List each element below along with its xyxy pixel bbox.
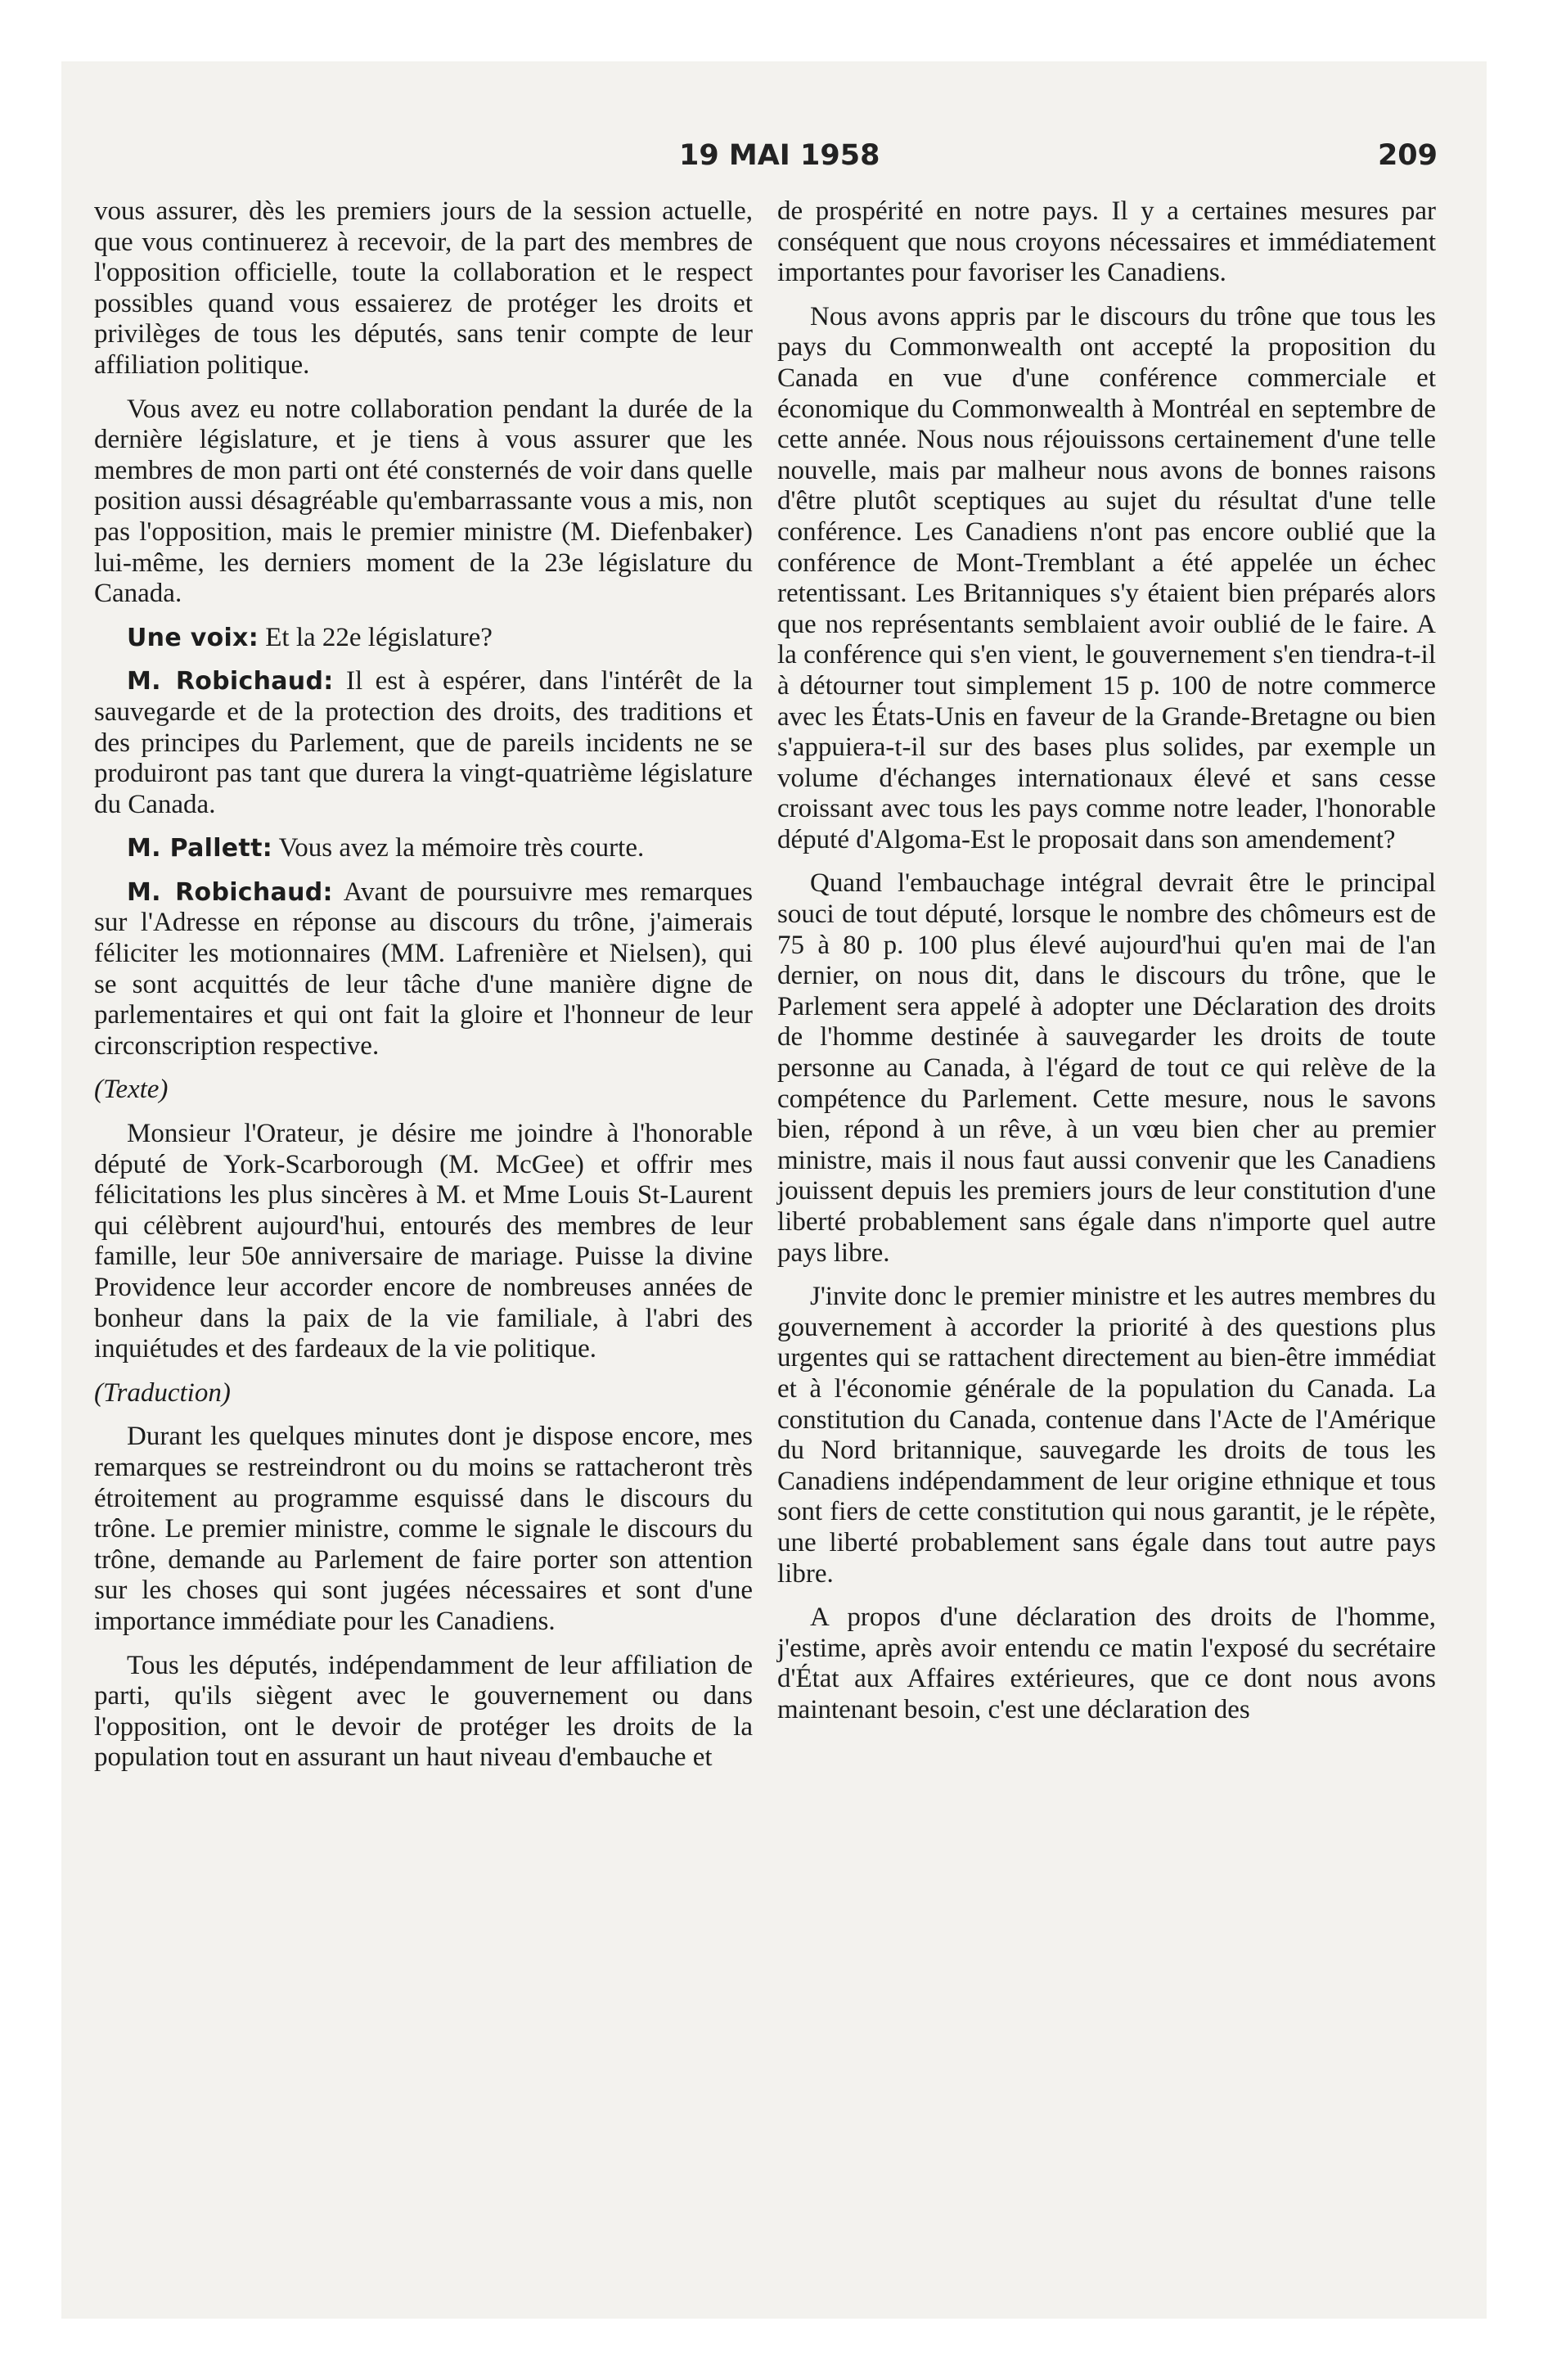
paragraph: A propos d'une déclaration des droits de l'homme, j'estime, après avoir entendu ce matin l'exposé du secrétaire d'État aux Affaires extérieures, que ce dont nous avons maintenant besoin, c'est une déclaration des bbox=[777, 1602, 1436, 1724]
paragraph: Vous avez eu notre collaboration pendant la durée de la dernière législature, et je tiens à vous assurer que les membres de mon parti ont été consternés de voir dans quelle position aussi désagréable qu'embarrassante vous a mis, non pas l'opposition, mais le premier ministre (M. Diefenbaker) lui-même, les derniers moment de la 23e législature du Canada. bbox=[94, 394, 753, 609]
header-date: 19 MAI 1958 bbox=[679, 139, 880, 172]
left-column bbox=[94, 196, 753, 1774]
speech-text: Et la 22e législature? bbox=[265, 622, 493, 652]
paragraph: vous assurer, dès les premiers jours de la session actuelle, que vous continuerez à recevoir, de la part des membres de l'opposition officielle, toute la collaboration et le respect possibles quand vous essaierez de protéger les droits et privilèges de tous les députés, sans tenir compte de leur affiliation politique. bbox=[94, 196, 753, 380]
speech-text: Vous avez la mémoire très courte. bbox=[278, 833, 645, 863]
paragraph: Nous avons appris par le discours du trône que tous les pays du Commonwealth ont accepté la proposition du Canada en vue d'une conférence commerciale et économique du Commonwealth à Montréal en septembre de cette année. Nous nous réjouissons certainement d'une telle nouvelle, mais par malheur nous avons de bonnes raisons d'être plutôt sceptiques au sujet du résultat d'une telle conférence. Les Canadiens n'ont pas encore oublié que la conférence de Mont-Tremblant a été appelée un échec retentissant. Les Britanniques s'y étaient bien préparés alors que nos représentants semblaient avoir oublié de le faire. A la conférence qui s'en vient, le gouvernement s'en tiendra-t-il à détourner tout simplement 15 p. 100 de notre commerce avec les États-Unis en faveur de la Grande-Bretagne ou bien s'appuiera-t-il sur des bases plus solides, par exemple un volume d'échanges internationaux élevé et sans cesse croissant avec tous les pays comme notre leader, l'honorable député d'Algoma-Est le proposait dans son amendement? bbox=[777, 301, 1436, 854]
paragraph: de prospérité en notre pays. Il y a certaines mesures par conséquent que nous croyons nécessaires et immédiatement importantes pour favoriser les Canadiens. bbox=[777, 196, 1436, 288]
speech bbox=[94, 877, 753, 1062]
paragraph: Tous les députés, indépendamment de leur affiliation de parti, qu'ils siègent avec le gouvernement ou dans l'opposition, ont le devoir de protéger les droits de la population tout en assurant un haut niveau d'embauche et bbox=[94, 1650, 753, 1773]
speech-text: Avant de poursuivre mes remarques sur l'Adresse en réponse au discours du trône, j'aimerais féliciter les motionnaires (MM. Lafrenière et Nielsen), qui se sont acquittés de leur tâche d'une manière digne de parlementaires et qui ont fait la gloire et l'honneur de leur circonscription respective. bbox=[94, 877, 753, 1061]
speaker-name: Une voix: bbox=[127, 623, 259, 652]
right-column bbox=[777, 196, 1436, 1726]
paragraph: Durant les quelques minutes dont je dispose encore, mes remarques se restreindront ou du moins se rattacheront très étroitement au programme esquissé dans le discours du trône. Le premier ministre, comme le signale le discours du trône, demande au Parlement de faire porter son attention sur les choses qui sont jugées nécessaires et sont d'une importance immédiate pour les Canadiens. bbox=[94, 1422, 753, 1636]
speaker-name: M. Robichaud: bbox=[127, 667, 334, 696]
speaker-name: M. Pallett: bbox=[127, 834, 273, 863]
speech-text: Il est à espérer, dans l'intérêt de la sauvegarde et de la protection des droits, des traditions et des principes du Parlement, que de pareils incidents ne se produiront pas tant que durera la vingt-quatrième législature du Canada. bbox=[94, 666, 754, 819]
section-label: (Traduction) bbox=[94, 1377, 231, 1408]
paragraph: J'invite donc le premier ministre et les autres membres du gouvernement à accorder la priorité à des questions plus urgentes qui se rattachent directement au bien-être immédiat et à l'économie générale de la population du Canada. La constitution du Canada, contenue dans l'Acte de l'Amérique du Nord britannique, sauvegarde les droits de tous les Canadiens indépendamment de leur origine ethnique et tous sont fiers de cette constitution qui nous garantit, je le répète, une liberté probablement sans égale dans tout autre pays libre. bbox=[777, 1282, 1436, 1589]
paragraph: Monsieur l'Orateur, je désire me joindre à l'honorable député de York-Scarborough (M. McGee) et offrir mes félicitations les plus sincères à M. et Mme Louis St-Laurent qui célèbrent aujourd'hui, entourés des membres de leur famille, leur 50e anniversaire de mariage. Puisse la divine Providence leur accorder encore de nombreuses années de bonheur dans la paix de la vie familiale, à l'abri des inquiétudes et des fardeaux de la vie politique. bbox=[94, 1119, 753, 1364]
speaker-name: M. Robichaud: bbox=[127, 877, 333, 907]
paragraph: Quand l'embauchage intégral devrait être le principal souci de tout député, lorsque le nombre des chômeurs est de 75 à 80 p. 100 plus élevé aujourd'hui qu'en mai de l'an dernier, on nous dit, dans le discours du trône, que le Parlement sera appelé à adopter une Déclaration des droits de l'homme destinée à sauvegarder les droits de toute personne au Canada, à l'égard de tout ce qui relève de la compétence du Parlement. Cette mesure, nous le savons bien, répond à un rêve, à un vœu bien cher au premier ministre, mais il nous faut aussi convenir que les Canadiens jouissent depuis les premiers jours de leur constitution d'une liberté probablement sans égale dans n'importe quel autre pays libre. bbox=[777, 868, 1436, 1268]
section-label: (Texte) bbox=[94, 1075, 169, 1105]
document-page bbox=[61, 61, 1487, 2319]
speech bbox=[94, 833, 753, 864]
speech bbox=[94, 623, 753, 654]
page-header bbox=[61, 139, 1487, 188]
speech bbox=[94, 666, 753, 820]
page-number: 209 bbox=[1377, 139, 1438, 172]
